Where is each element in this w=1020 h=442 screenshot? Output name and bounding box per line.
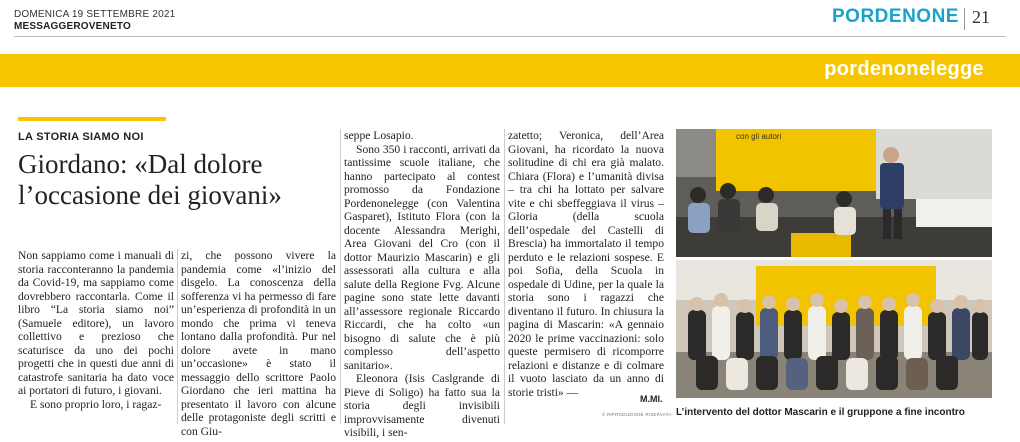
paragraph: zi, che possono vivere la pandemia come «l’inizio del disgelo. La conoscenza della sofferenza vi ha permesso di fare un’esperienza di profondità in un mondo che prima vi teneva lontano dalla profondità. Pur nel dolore avete in mano un’occasione» è stato il messaggio dello scrittore Paolo Giordano che ieri mattina ha presentato il lavoro con alcune delle protagoniste degli scritti e con Giu- xyxy=(181,249,336,438)
column-divider xyxy=(177,249,178,424)
article-column-1 xyxy=(18,249,174,411)
issue-date: DOMENICA 19 SETTEMBRE 2021 xyxy=(14,9,176,20)
photo-caption: L’intervento del dottor Mascarin e il gruppone a fine incontro xyxy=(676,407,965,418)
article-column-4 xyxy=(508,129,664,399)
header-divider xyxy=(964,8,965,30)
stage-photo-illustration xyxy=(676,129,992,257)
band-title: pordenonelegge xyxy=(824,58,984,80)
group-photo-illustration xyxy=(676,260,992,398)
author-signature: M.MI. xyxy=(640,394,663,404)
paragraph: Eleonora (Isis Caslgrande di Pieve di Soligo) ha fatto sua la storia degli invisibili improvvisamente divenuti visibili, i sen- xyxy=(344,372,500,439)
column-divider xyxy=(504,129,505,424)
paragraph: E sono proprio loro, i ragaz- xyxy=(30,397,162,411)
paragraph: Sono 350 i racconti, arrivati da tantissime scuole italiane, che hanno partecipato al contest promosso da Fondazione Pordenonelegge (con Valentina Gasparet), Istituto Flora (con la docente Alessandra Merighi, Area Giovani del Cro (con il dottor Maurizio Mascarin) e gli assessorati alla cultura e alla salute della Regione Fvg. Alcune pagine sono state lette davanti all’assessore regionale Riccardo Riccardi, che ha colto «un bisogno di salute che è più complesso dell’aspetto sanitario». xyxy=(344,142,500,372)
section-name: PORDENONE xyxy=(832,6,959,27)
stage-photo xyxy=(676,129,992,257)
group-photo xyxy=(676,260,992,398)
stage-sign-text: con gli autori xyxy=(736,132,782,141)
article-headline: Giordano: «Dal dolore l’occasione dei giovani» xyxy=(18,149,282,210)
paragraph: seppe Losapio. xyxy=(344,129,414,142)
header-rule xyxy=(14,36,1006,37)
kicker-bar xyxy=(18,117,166,121)
column-divider xyxy=(340,129,341,424)
article-column-2 xyxy=(181,249,336,438)
paragraph: zatetto; Veronica, dell’Area Giovani, ha ricordato la nuova solitudine di chi era già malato. Chiara (Flora) e l’umanità divisa – tra chi ha lottato per salvare vite e chi sbeffeggiava il virus – Gloria (della scuola dell’ospedale del Castelli di Brescia) ha immortalato il tempo perduto e le relazioni sospese. E poi Sofia, della Scuola in ospedale di Udine, per la quale la storia sono i ragazzi che diventano il futuro. In chiusura la pagina di Mascarin: «A gennaio 2020 le prime vaccinazioni: solo queste permisero di ricomporre relazioni e distanze e di colmare il vuoto lasciato da un anno di storie tristi» — xyxy=(508,129,664,399)
page-number: 21 xyxy=(972,7,990,27)
article-column-3 xyxy=(344,129,500,440)
rights-notice: © RIPRODUZIONE RISERVATA xyxy=(602,412,672,417)
newspaper-name: MESSAGGEROVENETO xyxy=(14,21,131,32)
article-kicker: LA STORIA SIAMO NOI xyxy=(18,131,144,143)
paragraph: Non sappiamo come i manuali di storia racconteranno la pandemia da Covid-19, ma sappiamo come dovrebbero raccontarla. Come il libro “La storia siamo noi” (Samuele editore), un lavoro collettivo e prezioso che scaturisce da uno dei pochi progetti che in questi due anni di catastrofe sanitaria ha dato voce ai portatori di futuro, i giovani. xyxy=(18,249,174,397)
